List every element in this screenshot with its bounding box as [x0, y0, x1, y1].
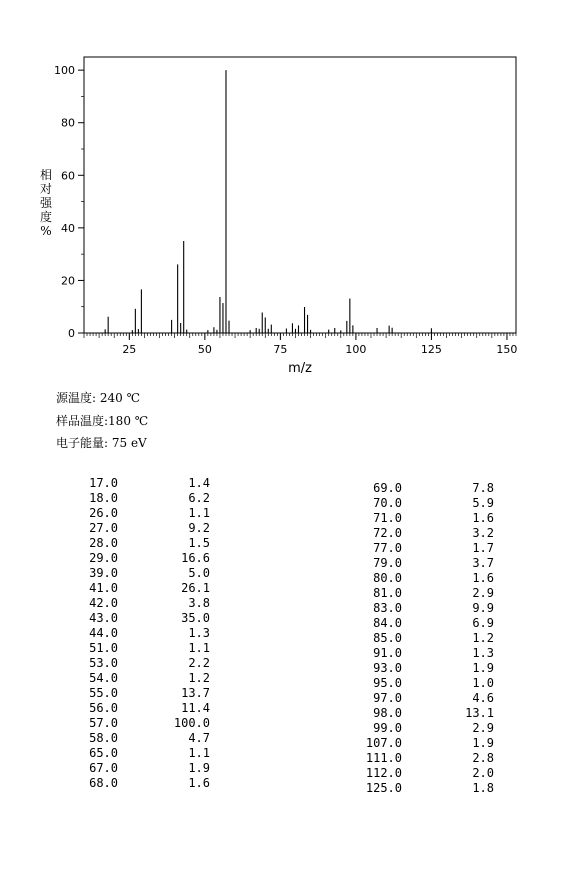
x-tick-label: 125: [420, 343, 442, 356]
mz-value: 84.0: [373, 616, 402, 630]
mz-value: 68.0: [89, 776, 118, 790]
mz-value: 56.0: [89, 701, 118, 715]
mz-value: 51.0: [89, 641, 118, 655]
mz-value: 44.0: [89, 626, 118, 640]
y-tick-label: 0: [68, 327, 75, 340]
table-row: [80, 521, 220, 536]
y-axis-label-char: 相: [39, 168, 53, 182]
table-row: [364, 631, 504, 646]
abundance-value: 1.4: [188, 476, 210, 490]
table-row: [80, 761, 220, 776]
table-row: [80, 581, 220, 596]
mz-value: 28.0: [89, 536, 118, 550]
mz-value: 18.0: [89, 491, 118, 505]
table-row: [364, 571, 504, 586]
mz-value: 98.0: [373, 706, 402, 720]
y-tick-label: 80: [61, 116, 75, 130]
abundance-value: 5.0: [188, 566, 210, 580]
abundance-value: 1.7: [472, 541, 494, 555]
mz-value: 93.0: [373, 661, 402, 675]
abundance-value: 2.0: [472, 766, 494, 780]
y-axis-label-char: 对: [39, 182, 53, 196]
abundance-value: 6.2: [188, 491, 210, 505]
mz-value: 80.0: [373, 571, 402, 585]
x-tick-label: 50: [197, 343, 212, 356]
abundance-value: 6.9: [472, 616, 494, 630]
table-row: [80, 701, 220, 716]
table-row: [364, 721, 504, 736]
table-row: [364, 781, 504, 796]
table-row: [364, 616, 504, 631]
x-tick-label: 100: [345, 343, 367, 356]
abundance-value: 7.8: [472, 481, 494, 495]
table-row: [80, 641, 220, 656]
y-axis-label-char: 度: [39, 210, 53, 224]
table-row: [80, 776, 220, 791]
table-row: [80, 746, 220, 761]
table-row: [80, 686, 220, 701]
table-row: [364, 481, 504, 496]
abundance-value: 13.1: [465, 706, 494, 720]
mz-value: 27.0: [89, 521, 118, 535]
table-row: [364, 496, 504, 511]
sample-temperature: 样品温度:180 ℃: [56, 414, 149, 428]
abundance-value: 3.7: [472, 556, 494, 570]
table-row: [80, 476, 220, 491]
mz-value: 85.0: [373, 631, 402, 645]
abundance-value: 1.6: [188, 776, 210, 790]
abundance-value: 1.9: [472, 736, 494, 750]
mz-value: 65.0: [89, 746, 118, 760]
table-row: [364, 691, 504, 706]
y-axis-label: [40, 167, 53, 238]
spectrum-peaks: [105, 70, 431, 333]
abundance-value: 100.0: [173, 716, 210, 730]
table-row: [364, 601, 504, 616]
peak-table-left: [80, 476, 220, 791]
abundance-value: 1.8: [472, 781, 494, 795]
mz-value: 71.0: [373, 511, 402, 525]
table-row: [364, 541, 504, 556]
table-row: [364, 511, 504, 526]
mz-value: 57.0: [89, 716, 118, 730]
abundance-value: 3.2: [472, 526, 494, 540]
abundance-value: 2.9: [472, 721, 494, 735]
mz-value: 125.0: [365, 781, 402, 795]
abundance-value: 13.7: [181, 686, 210, 700]
mz-value: 112.0: [365, 766, 402, 780]
plot-frame: [84, 57, 516, 333]
y-tick-label: 40: [61, 221, 75, 235]
abundance-value: 1.1: [188, 746, 210, 760]
mz-value: 111.0: [365, 751, 402, 765]
table-row: [364, 526, 504, 541]
table-row: [80, 491, 220, 506]
mz-value: 70.0: [373, 496, 402, 510]
mz-value: 29.0: [89, 551, 118, 565]
mz-value: 95.0: [373, 676, 402, 690]
mz-value: 81.0: [373, 586, 402, 600]
peak-table-right: [364, 481, 504, 796]
mz-value: 69.0: [373, 481, 402, 495]
mz-value: 55.0: [89, 686, 118, 700]
table-row: [80, 671, 220, 686]
x-tick-label: 75: [273, 343, 288, 356]
abundance-value: 11.4: [181, 701, 210, 715]
table-row: [80, 506, 220, 521]
y-tick-label: 20: [61, 274, 75, 288]
mz-value: 72.0: [373, 526, 402, 540]
abundance-value: 5.9: [472, 496, 494, 510]
x-axis-ticks: [122, 333, 517, 356]
y-tick-label: 60: [61, 169, 75, 183]
x-minor-ticks: [84, 333, 516, 338]
table-row: [80, 731, 220, 746]
table-row: [364, 661, 504, 676]
abundance-value: 1.1: [188, 506, 210, 520]
mz-value: 107.0: [365, 736, 402, 750]
table-row: [80, 551, 220, 566]
mz-value: 17.0: [89, 476, 118, 490]
abundance-value: 16.6: [181, 551, 210, 565]
mz-value: 54.0: [89, 671, 118, 685]
abundance-value: 1.6: [472, 571, 494, 585]
x-tick-label: 25: [122, 343, 137, 356]
abundance-value: 1.9: [188, 761, 210, 775]
y-axis-label-char: %: [40, 224, 52, 238]
abundance-value: 1.2: [188, 671, 210, 685]
abundance-value: 1.3: [472, 646, 494, 660]
abundance-value: 1.9: [472, 661, 494, 675]
table-row: [80, 626, 220, 641]
abundance-value: 4.7: [188, 731, 210, 745]
table-row: [364, 586, 504, 601]
y-axis-ticks: [54, 64, 84, 340]
mz-value: 39.0: [89, 566, 118, 580]
mz-value: 53.0: [89, 656, 118, 670]
abundance-value: 3.8: [188, 596, 210, 610]
abundance-value: 2.8: [472, 751, 494, 765]
table-row: [364, 676, 504, 691]
abundance-value: 4.6: [472, 691, 494, 705]
table-row: [364, 646, 504, 661]
mz-value: 79.0: [373, 556, 402, 570]
table-row: [364, 766, 504, 781]
y-axis-label-char: 强: [39, 196, 53, 210]
mz-value: 77.0: [373, 541, 402, 555]
table-row: [364, 706, 504, 721]
source-temperature: 源温度: 240 ℃: [56, 391, 141, 405]
abundance-value: 1.0: [472, 676, 494, 690]
abundance-value: 1.6: [472, 511, 494, 525]
mz-value: 58.0: [89, 731, 118, 745]
table-row: [364, 736, 504, 751]
mass-spectrum-chart: [0, 0, 570, 380]
abundance-value: 1.3: [188, 626, 210, 640]
x-tick-label: 150: [496, 343, 518, 356]
mz-value: 41.0: [89, 581, 118, 595]
table-row: [80, 596, 220, 611]
table-row: [364, 556, 504, 571]
abundance-value: 2.2: [188, 656, 210, 670]
table-row: [80, 716, 220, 731]
mz-value: 43.0: [89, 611, 118, 625]
mz-value: 99.0: [373, 721, 402, 735]
y-tick-label: 100: [54, 64, 75, 78]
electron-energy: 电子能量: 75 eV: [56, 436, 147, 450]
abundance-value: 1.5: [188, 536, 210, 550]
table-row: [80, 536, 220, 551]
mz-value: 42.0: [89, 596, 118, 610]
table-row: [80, 611, 220, 626]
abundance-value: 35.0: [181, 611, 210, 625]
abundance-value: 1.1: [188, 641, 210, 655]
mz-value: 91.0: [373, 646, 402, 660]
mz-value: 83.0: [373, 601, 402, 615]
abundance-value: 26.1: [181, 581, 210, 595]
abundance-value: 9.2: [188, 521, 210, 535]
table-row: [80, 656, 220, 671]
mz-value: 67.0: [89, 761, 118, 775]
table-row: [80, 566, 220, 581]
abundance-value: 2.9: [472, 586, 494, 600]
mz-value: 97.0: [373, 691, 402, 705]
abundance-value: 9.9: [472, 601, 494, 615]
abundance-value: 1.2: [472, 631, 494, 645]
x-axis-label: m/z: [288, 361, 312, 376]
mz-value: 26.0: [89, 506, 118, 520]
table-row: [364, 751, 504, 766]
